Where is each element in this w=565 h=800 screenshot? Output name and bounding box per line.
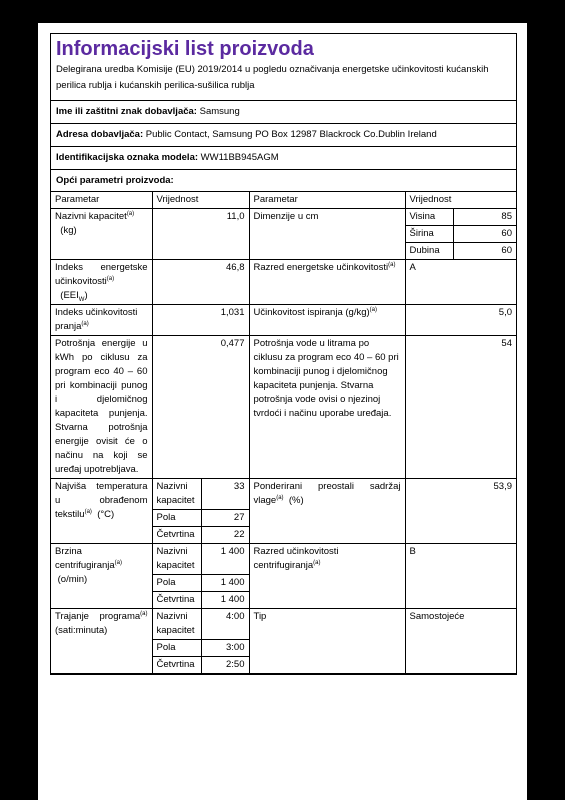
model-value: WW11BB945AGM	[200, 152, 279, 163]
header-value-right: Vrijednost	[405, 192, 516, 209]
rated-capacity-label: Nazivni kapacitet$^{(a)}$ (kg)	[51, 209, 152, 260]
depth-label: Dubina	[405, 243, 453, 260]
washing-efficiency-label: Indeks učinkovitosti pranja$^{(a)}$	[51, 305, 152, 336]
table-row	[51, 479, 516, 510]
supplier-value: Samsung	[199, 106, 240, 117]
type-label: Tip	[249, 609, 405, 674]
dimensions-label: Dimenzije u cm	[249, 209, 405, 260]
table-row	[51, 305, 516, 336]
load-label: Pola	[152, 575, 201, 592]
parameters-table	[51, 192, 516, 674]
duration-value: 3:00	[201, 640, 249, 657]
table-row	[51, 609, 516, 640]
general-params-row	[51, 170, 516, 192]
rated-capacity-value: 11,0	[152, 209, 249, 260]
energy-class-value: A	[405, 260, 516, 305]
moisture-label: Ponderirani preostali sadržaj vlage$^{(a)}$ (%)	[249, 479, 405, 544]
spin-speed-value: 1 400	[201, 575, 249, 592]
page-title: Informacijski list proizvoda	[56, 38, 314, 60]
energy-class-label: Razred energetske učinkovitosti$^{(a)}$	[249, 260, 405, 305]
address-value: Public Contact, Samsung PO Box 12987 Blackrock Co.Dublin Ireland	[145, 129, 437, 140]
header-param-left: Parametar	[51, 192, 152, 209]
supplier-label: Ime ili zaštitni znak dobavljača:	[56, 106, 197, 117]
max-temperature-value: 27	[201, 510, 249, 527]
height-label: Visina	[405, 209, 453, 226]
header-param-right: Parametar	[249, 192, 405, 209]
washing-efficiency-value: 1,031	[152, 305, 249, 336]
eei-value: 46,8	[152, 260, 249, 305]
spin-class-label: Razred učinkovitosti centrifugiranja$^{(a)}$	[249, 544, 405, 609]
energy-consumption-label: Potrošnja energije u kWh po ciklusu za program eco 40 – 60 pri kombinaciji punog i djelomičnog kapaciteta punjenja. Stvarna potrošnja energije ovisit će o načinu na koji se uređaj upotrebljava.	[51, 336, 152, 479]
spin-speed-value: 1 400	[201, 592, 249, 609]
table-row	[51, 336, 516, 479]
table-row	[51, 544, 516, 575]
moisture-value: 53,9	[405, 479, 516, 544]
table-header-row	[51, 192, 516, 209]
load-label: Četvrtina	[152, 657, 201, 674]
water-consumption-label: Potrošnja vode u litrama po ciklusu za program eco 40 – 60 pri kombinaciji punog i djelomičnog kapaciteta punjenja. Stvarna potrošnja vode ovisi o njezinoj tvrdoći i načinu uporabe uređaja.	[249, 336, 405, 479]
max-temperature-value: 22	[201, 527, 249, 544]
table-row	[51, 209, 516, 226]
height-value: 85	[453, 209, 516, 226]
regulation-subtitle: Delegirana uredba Komisije (EU) 2019/2014 u pogledu označivanja energetske učinkovitosti kućanskih perilica rublja i kućanskih perilica-sušilica rublja	[51, 62, 516, 101]
supplier-row	[51, 101, 516, 124]
duration-value: 2:50	[201, 657, 249, 674]
depth-value: 60	[453, 243, 516, 260]
document-page	[38, 23, 527, 800]
table-row	[51, 260, 516, 305]
model-label: Identifikacijska oznaka modela:	[56, 152, 199, 163]
general-params-label: Opći parametri proizvoda:	[56, 175, 174, 186]
address-row	[51, 124, 516, 147]
spin-class-value: B	[405, 544, 516, 609]
width-value: 60	[453, 226, 516, 243]
eei-label: Indeks energetske učinkovitosti$^{(a)}$ $(EEI_W)$	[51, 260, 152, 305]
max-temperature-label: Najviša temperatura u obrađenom tekstilu$^{(a)}$ (°C)	[51, 479, 152, 544]
load-label: Pola	[152, 640, 201, 657]
duration-value: 4:00	[201, 609, 249, 640]
address-label: Adresa dobavljača:	[56, 129, 144, 140]
load-label: Nazivni kapacitet	[152, 479, 201, 510]
max-temperature-value: 33	[201, 479, 249, 510]
spin-speed-label: Brzina centrifugiranja$^{(a)}$ (o/min)	[51, 544, 152, 609]
load-label: Nazivni kapacitet	[152, 544, 201, 575]
energy-consumption-value: 0,477	[152, 336, 249, 479]
load-label: Četvrtina	[152, 592, 201, 609]
load-label: Nazivni kapacitet	[152, 609, 201, 640]
width-label: Širina	[405, 226, 453, 243]
product-info-sheet	[50, 33, 517, 675]
rinsing-efficiency-label: Učinkovitost ispiranja $(g/kg)^{(a)}$	[249, 305, 405, 336]
load-label: Pola	[152, 510, 201, 527]
model-row	[51, 147, 516, 170]
header-value-left: Vrijednost	[152, 192, 249, 209]
type-value: Samostojeće	[405, 609, 516, 674]
rinsing-efficiency-value: 5,0	[405, 305, 516, 336]
load-label: Četvrtina	[152, 527, 201, 544]
duration-label: Trajanje programa$^{(a)}$ (sati:minuta)	[51, 609, 152, 674]
water-consumption-value: 54	[405, 336, 516, 479]
spin-speed-value: 1 400	[201, 544, 249, 575]
